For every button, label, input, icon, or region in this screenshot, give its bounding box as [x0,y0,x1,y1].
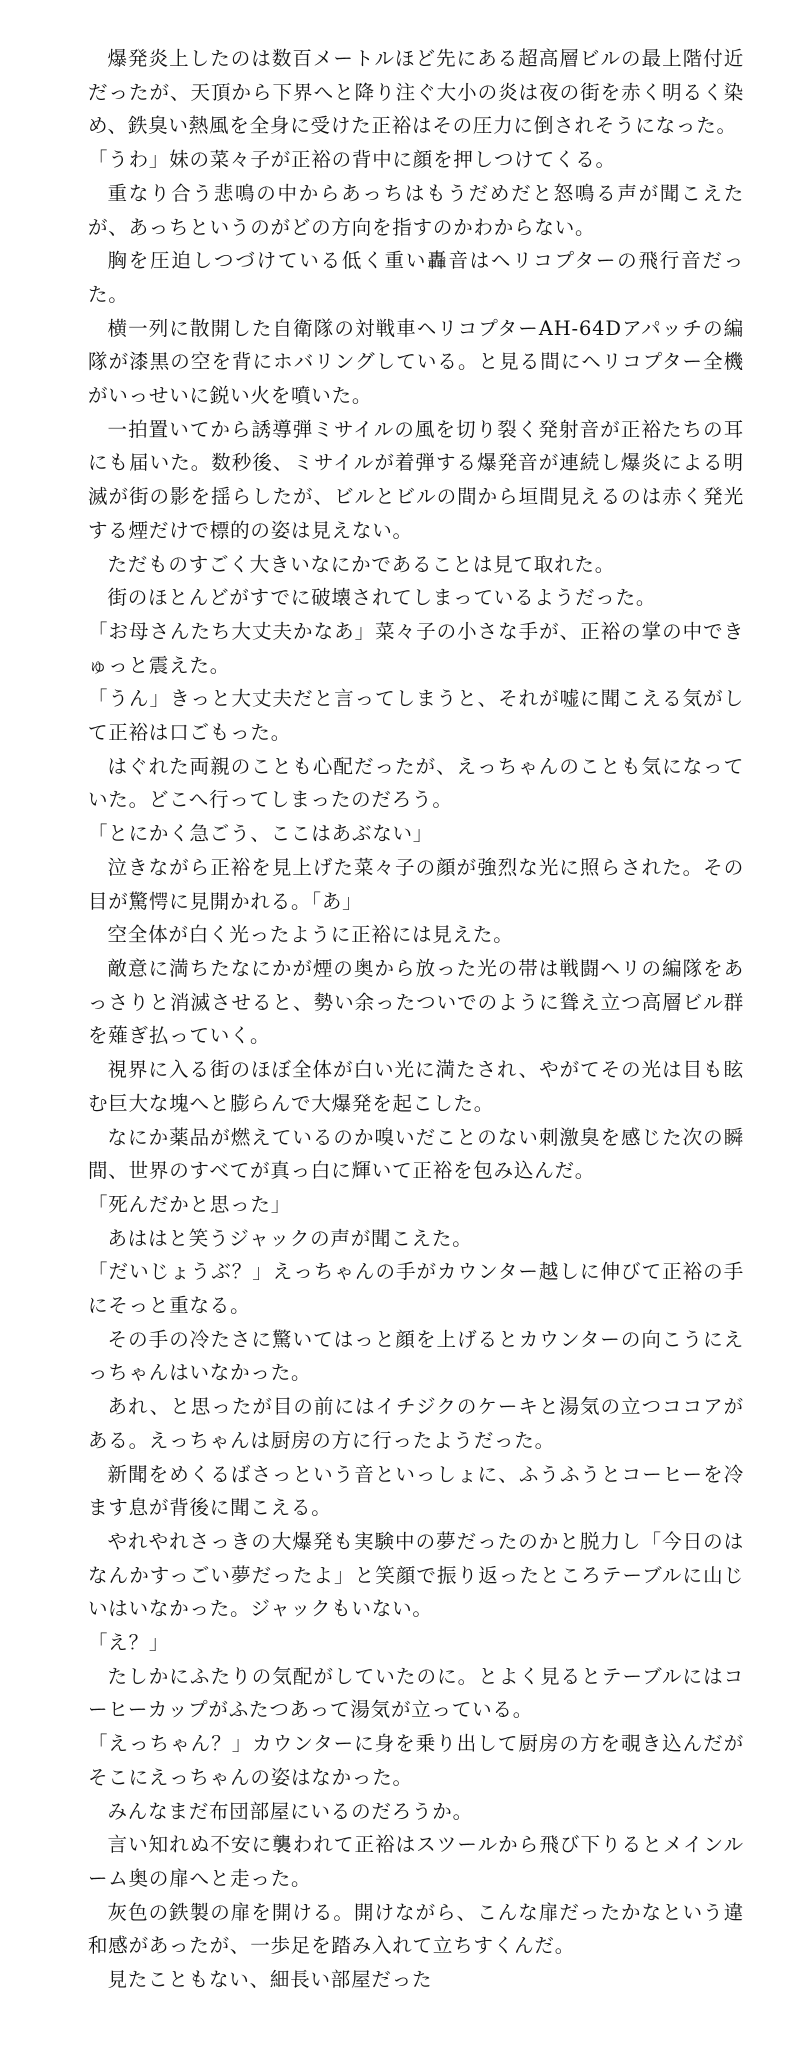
narration-paragraph: 泣きながら正裕を見上げた菜々子の顔が強烈な光に照らされた。その目が驚愕に見開かれる。「あ」 [88,855,744,913]
narration-paragraph: 一拍置いてから誘導弾ミサイルの風を切り裂く発射音が正裕たちの耳にも届いた。数秒後、ミサイルが着弾する爆発音が連続し爆炎による明滅が街の影を揺らしたが、ビルとビルの間から垣間見えるのは赤く発光する煙だけで標的の姿は見えない。 [88,417,744,542]
narration-paragraph: あれ、と思ったが目の前にはイチジクのケーキと湯気の立つココアがある。えっちゃんは厨房の方に行ったようだった。 [88,1395,744,1452]
dialogue-paragraph: 「えっちゃん？」カウンターに身を乗り出して厨房の方を覗き込んだがそこにえっちゃんの姿はなかった。 [88,1732,744,1789]
narration-paragraph: 視界に入る街のほぼ全体が白い光に満たされ、やがてその光は目も眩む巨大な塊へと膨らんで大爆発を起こした。 [88,1058,744,1115]
narration-paragraph: 敵意に満ちたなにかが煙の奥から放った光の帯は戦闘ヘリの編隊をあっさりと消滅させると、勢い余ったついでのように聳え立つ高層ビル群を薙ぎ払っていく。 [88,956,744,1048]
dialogue-paragraph: 「だいじょうぶ？」えっちゃんの手がカウンター越しに伸びて正裕の手にそっと重なる。 [88,1260,744,1318]
dialogue-paragraph: 「うわ」妹の菜々子が正裕の背中に顔を押しつけてくる。 [88,148,616,172]
narration-paragraph: 言い知れぬ不安に襲われて正裕はスツールから飛び下りるとメインルーム奥の扉へと走った。 [88,1833,744,1890]
narration-paragraph: 灰色の鉄製の扉を開ける。開けながら、こんな扉だったかなという違和感があったが、一歩足を踏み入れて立ちすくんだ。 [88,1900,744,1958]
narration-paragraph: 横一列に散開した自衛隊の対戦車ヘリコプターAH-64Dアパッチの編隊が漆黒の空を背にホバリングしている。と見る間にヘリコプター全機がいっせいに鋭い火を噴いた。 [88,316,744,408]
narration-paragraph: やれやれさっきの大爆発も実験中の夢だったのかと脱力し「今日のはなんかすっごい夢だったよ」と笑顔で振り返ったところテーブルに山じいはいなかった。ジャックもいない。 [88,1529,744,1621]
dialogue-paragraph: 「死んだかと思った」 [88,1192,292,1216]
narration-paragraph: 新聞をめくるばさっという音といっしょに、ふうふうとコーヒーを冷ます息が背後に聞こえる。 [88,1462,744,1520]
story-text [88,42,744,1997]
narration-paragraph: はぐれた両親のことも心配だったが、えっちゃんのことも気になっていた。どこへ行ってしまったのだろう。 [88,754,744,812]
narration-paragraph: みんなまだ布団部屋にいるのだろうか。 [107,1799,473,1823]
narration-paragraph: あははと笑うジャックの声が聞こえた。 [107,1226,473,1250]
narration-paragraph: 見たこともない、細長い部屋だった [107,1968,433,1992]
dialogue-paragraph: 「とにかく急ごう、ここはあぶない」 [88,822,434,846]
narration-paragraph: たしかにふたりの気配がしていたのに。とよく見るとテーブルにはコーヒーカップがふたつあって湯気が立っている。 [88,1664,744,1722]
dialogue-paragraph: 「うん」きっと大丈夫だと言ってしまうと、それが嘘に聞こえる気がして正裕は口ごもった。 [88,687,744,745]
narration-paragraph: 胸を圧迫しつづけている低く重い轟音はヘリコプターの飛行音だった。 [88,249,744,306]
narration-paragraph: なにか薬品が燃えているのか嗅いだことのない刺激臭を感じた次の瞬間、世界のすべてが真っ白に輝いて正裕を包み込んだ。 [88,1125,744,1183]
narration-paragraph: 重なり合う悲鳴の中からあっちはもうだめだと怒鳴る声が聞こえたが、あっちというのがどの方向を指すのかわからない。 [88,181,744,239]
dialogue-paragraph: 「お母さんたち大丈夫かなあ」菜々子の小さな手が、正裕の掌の中できゅっと震えた。 [88,619,744,677]
narration-paragraph: 空全体が白く光ったように正裕には見えた。 [107,923,514,947]
narration-paragraph: 爆発炎上したのは数百メートルほど先にある超高層ビルの最上階付近だったが、天頂から下界へと降り注ぐ大小の炎は夜の街を赤く明るく染め、鉄臭い熱風を全身に受けた正裕はその圧力に倒されそうになった。 [88,47,744,138]
narration-paragraph: 街のほとんどがすでに破壊されてしまっているようだった。 [107,586,657,610]
dialogue-paragraph: 「え？」 [88,1631,170,1655]
narration-paragraph: その手の冷たさに驚いてはっと顔を上げるとカウンターの向こうにえっちゃんはいなかった。 [88,1327,744,1385]
narration-paragraph: ただものすごく大きいなにかであることは見て取れた。 [107,552,616,576]
